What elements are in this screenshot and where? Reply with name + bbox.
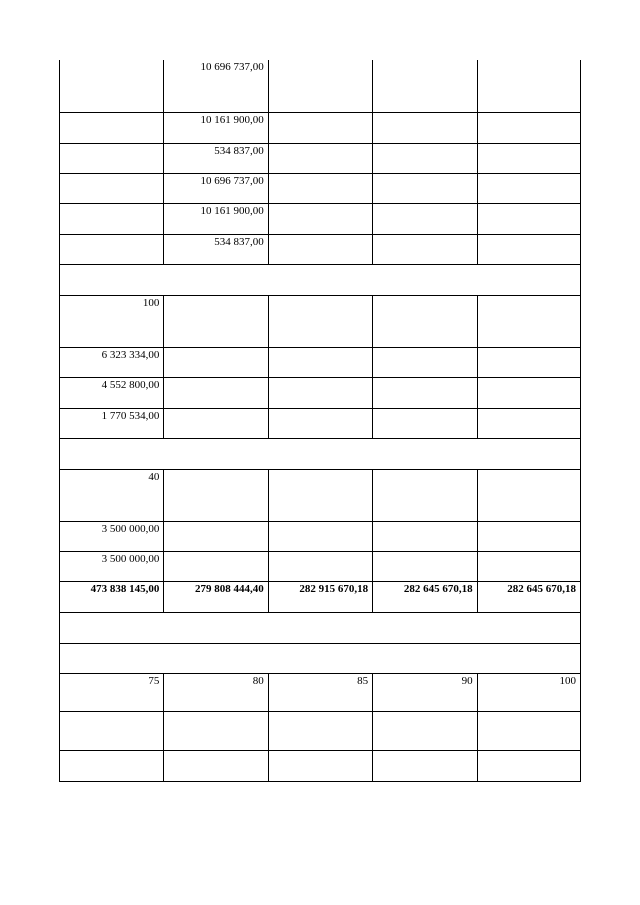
table-cell <box>163 409 267 439</box>
table-cell <box>372 712 476 751</box>
table-cell <box>372 60 476 113</box>
table-cell <box>59 751 163 782</box>
table-cell <box>268 712 372 751</box>
table-cell <box>163 470 267 522</box>
table-cell <box>268 60 372 113</box>
table-cell: 90 <box>372 674 476 712</box>
table-cell <box>477 751 581 782</box>
section-separator-row <box>59 613 581 644</box>
table-cell <box>372 378 476 409</box>
table-cell <box>372 113 476 144</box>
total-cell: 279 808 444,40 <box>163 582 267 613</box>
table-cell: 1 770 534,00 <box>59 409 163 439</box>
table-cell <box>268 552 372 582</box>
table-cell <box>477 204 581 235</box>
table-cell <box>268 174 372 204</box>
table-cell <box>372 204 476 235</box>
table-cell <box>268 409 372 439</box>
total-cell: 282 645 670,18 <box>477 582 581 613</box>
table-row <box>59 674 581 712</box>
table-cell <box>163 296 267 348</box>
table-cell <box>372 296 476 348</box>
table-cell <box>372 552 476 582</box>
table-cell <box>477 235 581 265</box>
table-cell <box>59 712 163 751</box>
table-cell <box>59 144 163 174</box>
table-row <box>59 522 581 552</box>
table-cell <box>163 522 267 552</box>
table-cell <box>477 174 581 204</box>
table-cell: 534 837,00 <box>163 144 267 174</box>
data-table <box>59 60 581 782</box>
table-cell: 100 <box>477 674 581 712</box>
table-cell: 10 161 900,00 <box>163 113 267 144</box>
table-cell <box>477 552 581 582</box>
table-cell: 10 161 900,00 <box>163 204 267 235</box>
table-row <box>59 409 581 439</box>
table-cell <box>372 470 476 522</box>
table-cell <box>477 60 581 113</box>
table-cell <box>163 712 267 751</box>
table-row <box>59 470 581 522</box>
table-cell: 100 <box>59 296 163 348</box>
table-cell <box>372 348 476 378</box>
table-row <box>59 348 581 378</box>
table-cell <box>163 348 267 378</box>
table-cell <box>268 751 372 782</box>
table-row <box>59 552 581 582</box>
table-cell <box>163 751 267 782</box>
table-cell <box>268 296 372 348</box>
section-separator-row <box>59 644 581 674</box>
table-cell <box>372 174 476 204</box>
table-row <box>59 60 581 113</box>
table-cell <box>372 409 476 439</box>
table-row <box>59 113 581 144</box>
total-cell: 282 915 670,18 <box>268 582 372 613</box>
total-cell: 282 645 670,18 <box>372 582 476 613</box>
table-cell <box>477 113 581 144</box>
table-cell <box>268 348 372 378</box>
table-cell <box>372 144 476 174</box>
table-cell: 10 696 737,00 <box>163 60 267 113</box>
table-cell: 6 323 334,00 <box>59 348 163 378</box>
table-cell <box>268 144 372 174</box>
table-cell: 3 500 000,00 <box>59 522 163 552</box>
table-cell <box>59 204 163 235</box>
table-cell <box>268 522 372 552</box>
table-row <box>59 174 581 204</box>
table-cell <box>59 60 163 113</box>
table-cell <box>59 235 163 265</box>
table-row <box>59 751 581 782</box>
table-cell: 75 <box>59 674 163 712</box>
section-separator-row <box>59 265 581 296</box>
table-cell <box>477 522 581 552</box>
table-cell <box>477 348 581 378</box>
table-cell: 80 <box>163 674 267 712</box>
table-cell <box>477 296 581 348</box>
table-row <box>59 378 581 409</box>
table-cell <box>477 144 581 174</box>
table-cell: 40 <box>59 470 163 522</box>
table-row <box>59 582 581 613</box>
table-cell <box>59 174 163 204</box>
total-cell: 473 838 145,00 <box>59 582 163 613</box>
table-row <box>59 204 581 235</box>
table-cell <box>477 378 581 409</box>
table-cell: 4 552 800,00 <box>59 378 163 409</box>
table-cell <box>477 470 581 522</box>
separator-cell <box>59 613 581 644</box>
table-cell <box>477 409 581 439</box>
table-cell <box>372 522 476 552</box>
table-cell <box>268 235 372 265</box>
table-cell <box>59 113 163 144</box>
table-cell <box>372 235 476 265</box>
table-cell: 85 <box>268 674 372 712</box>
section-separator-row <box>59 439 581 470</box>
table-row <box>59 144 581 174</box>
table-row <box>59 235 581 265</box>
separator-cell <box>59 265 581 296</box>
table-cell <box>163 378 267 409</box>
table-row <box>59 712 581 751</box>
table-cell <box>372 751 476 782</box>
table-row <box>59 296 581 348</box>
separator-cell <box>59 439 581 470</box>
table-cell <box>268 113 372 144</box>
table-cell <box>477 712 581 751</box>
table-cell <box>268 470 372 522</box>
table-cell: 534 837,00 <box>163 235 267 265</box>
table-cell <box>268 204 372 235</box>
table-cell <box>163 552 267 582</box>
table-cell: 10 696 737,00 <box>163 174 267 204</box>
table-cell: 3 500 000,00 <box>59 552 163 582</box>
separator-cell <box>59 644 581 674</box>
table-cell <box>268 378 372 409</box>
